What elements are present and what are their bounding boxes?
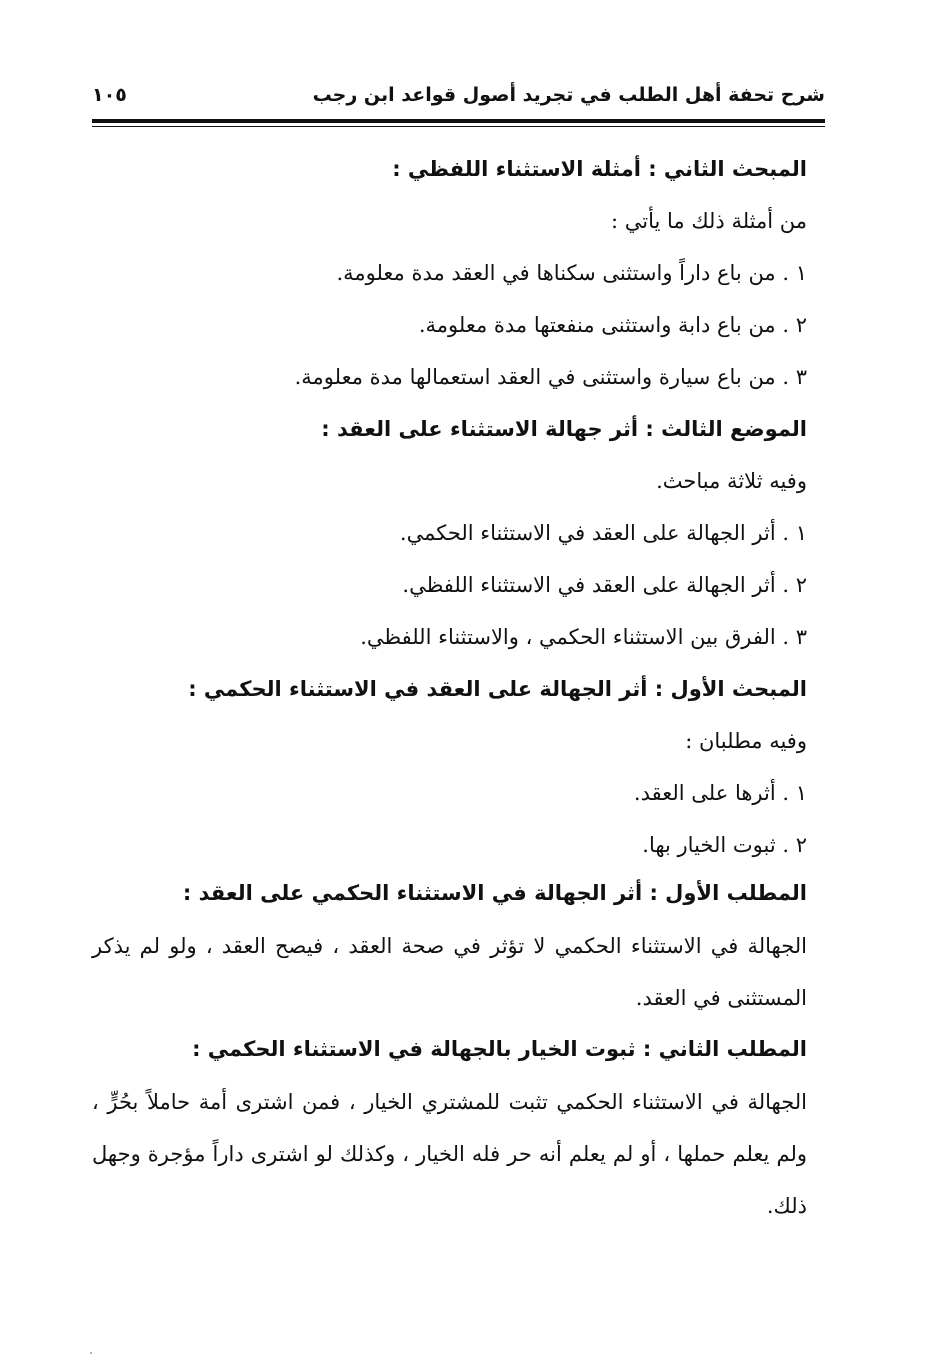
subsection-heading-first-demand: المطلب الأول : أثر الجهالة في الاستثناء الحكمي على العقد : (182, 881, 807, 905)
running-header-title: شرح تحفة أهل الطلب في تجريد أصول قواعد ابن رجب (312, 84, 825, 106)
section-heading-first-study: المبحث الأول : أثر الجهالة على العقد في الاستثناء الحكمي : (188, 677, 807, 701)
scan-speck (90, 1352, 92, 1354)
paragraph-first-demand: الجهالة في الاستثناء الحكمي لا تؤثر في صحة العقد ، فيصح العقد ، ولو لم يذكر المستثنى في العقد. (92, 934, 807, 1010)
header-rule-thick (92, 119, 825, 123)
section-heading-third-topic: الموضع الثالث : أثر جهالة الاستثناء على العقد : (321, 417, 807, 441)
examples-intro: من أمثلة ذلك ما يأتي : (610, 209, 807, 233)
page-number: ١٠٥ (92, 84, 127, 106)
example-item-2: ٢ . من باع دابة واستثنى منفعتها مدة معلومة. (418, 313, 807, 337)
demands-intro: وفيه مطلبان : (685, 729, 807, 753)
demand-item-2: ٢ . ثبوت الخيار بها. (642, 833, 807, 857)
demand-item-1: ١ . أثرها على العقد. (633, 781, 807, 805)
example-item-3: ٣ . من باع سيارة واستثنى في العقد استعمالها مدة معلومة. (294, 365, 807, 389)
topics-intro: وفيه ثلاثة مباحث. (656, 469, 807, 493)
section-heading-lafzi-examples: المبحث الثاني : أمثلة الاستثناء اللفظي : (392, 157, 807, 181)
example-item-1: ١ . من باع داراً واستثنى سكناها في العقد مدة معلومة. (336, 261, 807, 285)
topic-item-1: ١ . أثر الجهالة على العقد في الاستثناء الحكمي. (399, 521, 807, 545)
header-rule-thin (92, 126, 825, 127)
topic-item-3: ٣ . الفرق بين الاستثناء الحكمي ، والاستثناء اللفظي. (360, 625, 807, 649)
topic-item-2: ٢ . أثر الجهالة على العقد في الاستثناء اللفظي. (402, 573, 807, 597)
paragraph-second-demand: الجهالة في الاستثناء الحكمي تثبت للمشتري الخيار ، فمن اشترى أمة حاملاً بحُرٍّ ، ولم يعلم حملها ، أو لم يعلم أنه حر فله الخيار ، وكذلك لو اشترى داراً مؤجرة وجهل ذلك. (92, 1090, 807, 1218)
subsection-heading-second-demand: المطلب الثاني : ثبوت الخيار بالجهالة في الاستثناء الحكمي : (192, 1037, 807, 1061)
running-header (92, 84, 825, 118)
